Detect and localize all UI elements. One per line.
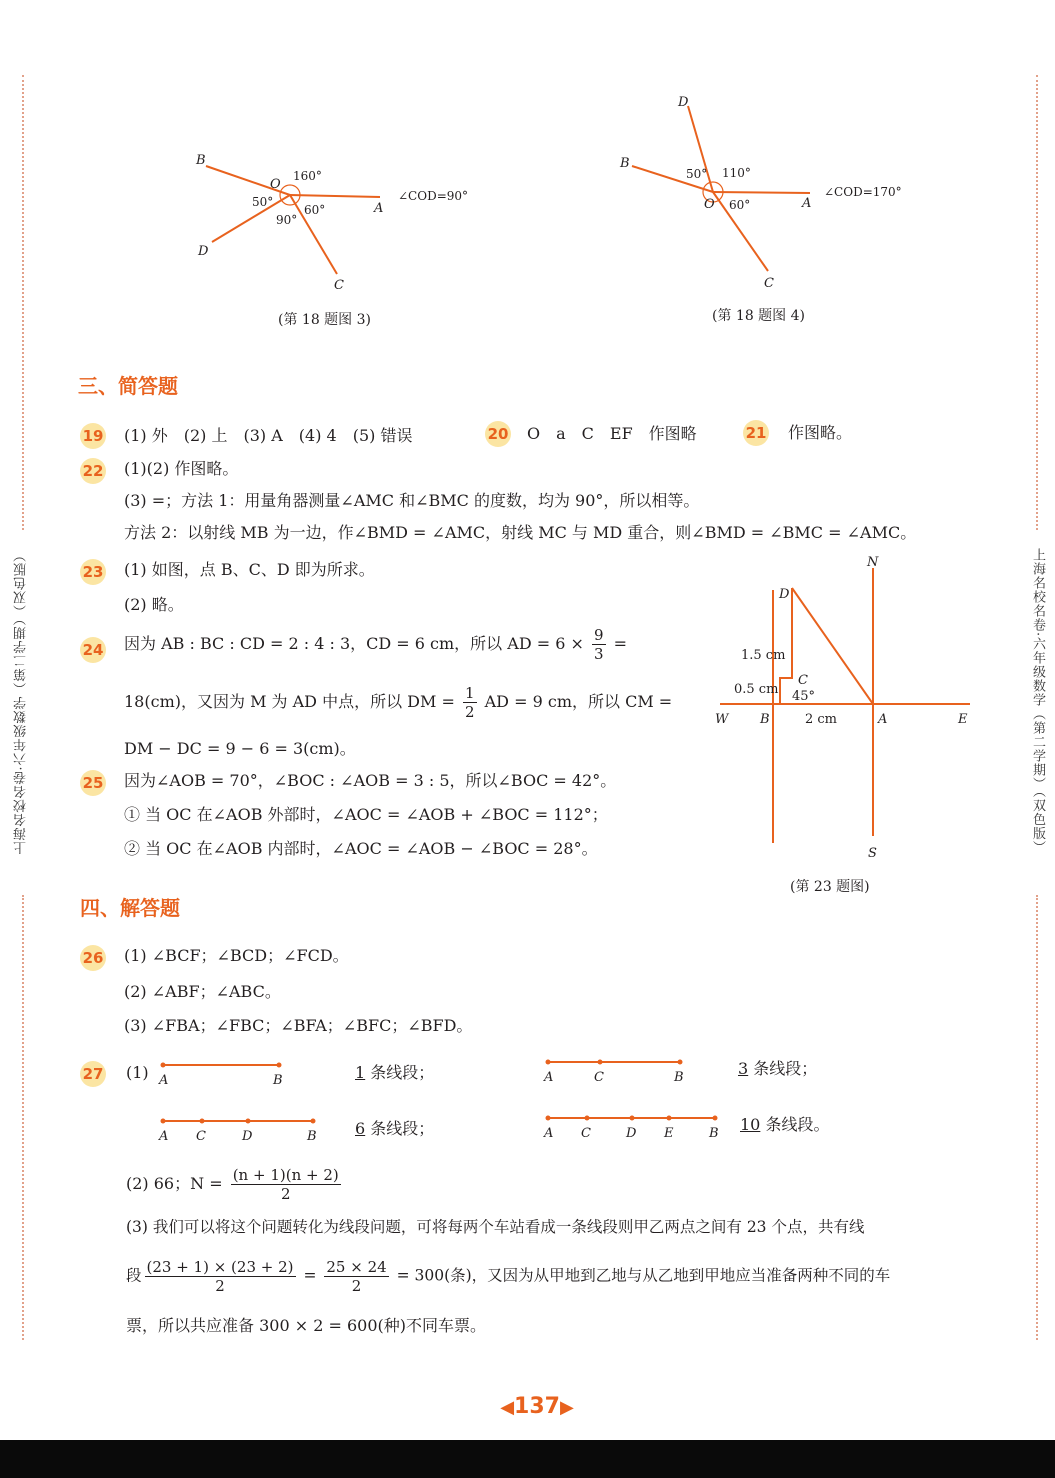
q27-p2-frac-top: (n + 1)(n + 2) bbox=[232, 1166, 339, 1184]
figure-18-4 bbox=[610, 88, 930, 298]
pt-b bbox=[678, 1060, 683, 1065]
caption-18-4: (第 18 题图 4) bbox=[712, 308, 805, 324]
triangle-c bbox=[780, 588, 873, 704]
pt-a bbox=[161, 1119, 166, 1124]
q25-line2: ① 当 OC 在∠AOB 外部时，∠AOC = ∠AOB + ∠BOC = 112°； bbox=[124, 805, 608, 824]
q27-seg3-result bbox=[355, 1118, 434, 1140]
label-o: O bbox=[270, 177, 281, 192]
q27-p4-frac2 bbox=[324, 1258, 388, 1295]
pt-d bbox=[246, 1119, 251, 1124]
label-c: C bbox=[764, 276, 774, 291]
pt-c bbox=[598, 1060, 603, 1065]
pt-a bbox=[546, 1116, 551, 1121]
q23-badge: 23 bbox=[80, 559, 106, 585]
q27-p4-eq: = bbox=[303, 1266, 317, 1285]
pt-c bbox=[200, 1119, 205, 1124]
caption-23: (第 23 题图) bbox=[790, 879, 870, 895]
q27-p4-frac1 bbox=[145, 1258, 296, 1295]
note-cod: ∠COD=90° bbox=[398, 189, 469, 203]
q24-line1b: = bbox=[613, 634, 628, 653]
segment-diagram-4 bbox=[540, 1108, 730, 1143]
q27-seg2-count: 3 bbox=[738, 1059, 749, 1078]
label-c: C bbox=[798, 673, 808, 688]
lbl-b: B bbox=[674, 1070, 684, 1085]
q27-p4 bbox=[126, 1258, 890, 1295]
ray-oa bbox=[713, 192, 810, 193]
pt-a bbox=[161, 1063, 166, 1068]
q27-p4-frac2-bot: 2 bbox=[351, 1277, 362, 1295]
q27-p5: 票，所以共应准备 300 × 2 = 600(种)不同车票。 bbox=[126, 1316, 486, 1335]
label-d: D bbox=[198, 244, 209, 259]
segment-diagram-1 bbox=[155, 1055, 295, 1090]
page-number-text: 137 bbox=[514, 1394, 560, 1419]
q24-frac2-bot: 2 bbox=[464, 703, 475, 721]
lbl-b: B bbox=[709, 1126, 719, 1141]
q25-line3: ② 当 OC 在∠AOB 内部时，∠AOC = ∠AOB − ∠BOC = 28°。 bbox=[124, 839, 598, 858]
lbl-a: A bbox=[159, 1129, 169, 1144]
page-left-arrow-icon: ◀ bbox=[500, 1397, 515, 1418]
label-w: W bbox=[715, 712, 729, 727]
label-c: C bbox=[334, 278, 344, 293]
q24-frac1 bbox=[592, 626, 606, 663]
q20-text: O a C EF 作图略 bbox=[527, 424, 697, 443]
lbl-c: C bbox=[594, 1070, 604, 1085]
q27-p2-frac-bot: 2 bbox=[280, 1185, 291, 1203]
q24-line1 bbox=[124, 626, 627, 663]
q21-text: 作图略。 bbox=[788, 423, 853, 442]
q27-seg2-suffix: 条线段； bbox=[753, 1059, 818, 1078]
q22-line1: (1)(2) 作图略。 bbox=[124, 459, 239, 478]
pt-b bbox=[713, 1116, 718, 1121]
q27-seg3-suffix: 条线段； bbox=[370, 1119, 435, 1138]
q23-line1: (1) 如图，点 B、C、D 即为所求。 bbox=[124, 560, 375, 579]
q24-line2 bbox=[124, 684, 672, 721]
label-d: D bbox=[779, 587, 790, 602]
label-s: S bbox=[868, 846, 877, 861]
q27-p4-frac2-top: 25 × 24 bbox=[326, 1258, 387, 1276]
angle-160: 160° bbox=[293, 169, 322, 183]
figure-23 bbox=[700, 548, 990, 868]
segment-diagram-2 bbox=[540, 1052, 690, 1087]
ray-oa bbox=[290, 195, 380, 197]
label-b: B bbox=[760, 712, 770, 727]
label-a: A bbox=[878, 712, 888, 727]
segment-diagram-3 bbox=[155, 1111, 325, 1146]
angle-90: 90° bbox=[276, 213, 298, 227]
q22-line2: (3) =；方法 1：用量角器测量∠AMC 和∠BMC 的度数，均为 90°，所以相等。 bbox=[124, 491, 700, 510]
q27-p2 bbox=[126, 1166, 344, 1203]
angle-110: 110° bbox=[722, 166, 751, 180]
label-b: B bbox=[620, 156, 630, 171]
q19-text: (1) 外 (2) 上 (3) A (4) 4 (5) 错误 bbox=[124, 426, 413, 445]
q27-p4-frac1-top: (23 + 1) × (23 + 2) bbox=[146, 1258, 294, 1276]
label-e: E bbox=[958, 712, 968, 727]
q24-line2b: AD = 9 cm，所以 CM = bbox=[484, 692, 673, 711]
label-a: A bbox=[802, 196, 812, 211]
q25-line1: 因为∠AOB = 70°，∠BOC : ∠AOB = 3 : 5，所以∠BOC = 42°。 bbox=[124, 771, 617, 790]
figure-18-3 bbox=[180, 140, 500, 300]
lbl-c: C bbox=[196, 1129, 206, 1144]
angle-60: 60° bbox=[304, 203, 326, 217]
left-side-title: 上海名校名卷·六年级数学（第二学期）（双色版） bbox=[14, 548, 29, 855]
q27-p2-frac bbox=[231, 1166, 341, 1203]
q27-seg1-count: 1 bbox=[355, 1063, 366, 1082]
page-number bbox=[495, 1394, 579, 1419]
bottom-dark-bar bbox=[0, 1440, 1055, 1478]
q26-badge: 26 bbox=[80, 945, 106, 971]
q27-seg3-count: 6 bbox=[355, 1119, 366, 1138]
q24-line3: DM − DC = 9 − 6 = 3(cm)。 bbox=[124, 739, 356, 758]
angle-45: 45° bbox=[792, 689, 816, 704]
len-1-5: 1.5 cm bbox=[741, 648, 786, 663]
q27-p4b: = 300(条)，又因为从甲地到乙地与从乙地到甲地应当准备两种不同的车 bbox=[396, 1266, 891, 1285]
q27-seg2-result bbox=[738, 1058, 817, 1080]
note-cod: ∠COD=170° bbox=[824, 185, 902, 199]
q25-badge: 25 bbox=[80, 770, 106, 796]
lbl-d: D bbox=[242, 1129, 253, 1144]
q27-seg4-count: 10 bbox=[740, 1115, 761, 1134]
angle-50: 50° bbox=[252, 195, 274, 209]
pt-b bbox=[277, 1063, 282, 1068]
q27-p2a: (2) 66；N = bbox=[126, 1174, 223, 1193]
q22-line3: 方法 2：以射线 MB 为一边，作∠BMD = ∠AMC，射线 MC 与 MD 重合，则∠BMD = ∠BMC = ∠AMC。 bbox=[124, 523, 917, 542]
q27-seg1-result bbox=[355, 1062, 434, 1084]
q24-badge: 24 bbox=[80, 637, 106, 663]
pt-d bbox=[630, 1116, 635, 1121]
angle-50: 50° bbox=[686, 167, 708, 181]
q24-frac1-top: 9 bbox=[594, 626, 604, 644]
caption-18-3: (第 18 题图 3) bbox=[278, 312, 371, 328]
q24-frac2 bbox=[463, 684, 477, 721]
label-n: N bbox=[867, 555, 879, 570]
pt-e bbox=[667, 1116, 672, 1121]
q27-badge: 27 bbox=[80, 1061, 106, 1087]
q27-p4a: 段 bbox=[126, 1266, 142, 1285]
right-dotted-border-top bbox=[1036, 75, 1038, 530]
lbl-b: B bbox=[273, 1073, 283, 1088]
len-2: 2 cm bbox=[805, 712, 838, 727]
q26-line1: (1) ∠BCF；∠BCD；∠FCD。 bbox=[124, 946, 349, 965]
section-4-title: 四、解答题 bbox=[80, 896, 180, 920]
lbl-c: C bbox=[581, 1126, 591, 1141]
q27-p4-frac1-bot: 2 bbox=[215, 1277, 225, 1295]
label-d: D bbox=[678, 95, 689, 110]
q24-frac1-bot: 3 bbox=[594, 645, 604, 663]
q22-badge: 22 bbox=[80, 458, 106, 484]
q24-line1a: 因为 AB : BC : CD = 2 : 4 : 3，CD = 6 cm，所以 AD = 6 × bbox=[124, 634, 584, 653]
angle-60: 60° bbox=[729, 198, 751, 212]
q23-line2: (2) 略。 bbox=[124, 595, 184, 614]
q24-line2a: 18(cm)，又因为 M 为 AD 中点，所以 DM = bbox=[124, 692, 455, 711]
pt-a bbox=[546, 1060, 551, 1065]
pt-c bbox=[585, 1116, 590, 1121]
lbl-a: A bbox=[159, 1073, 169, 1088]
q27-seg1-suffix: 条线段； bbox=[370, 1063, 435, 1082]
q19-badge: 19 bbox=[80, 423, 106, 449]
left-dotted-border-top bbox=[22, 75, 24, 530]
q24-frac2-top: 1 bbox=[464, 684, 475, 702]
right-dotted-border-bottom bbox=[1036, 895, 1038, 1340]
q27-seg4-result bbox=[740, 1114, 829, 1136]
q20-badge: 20 bbox=[485, 421, 511, 447]
lbl-d: D bbox=[626, 1126, 637, 1141]
q26-line3: (3) ∠FBA；∠FBC；∠BFA；∠BFC；∠BFD。 bbox=[124, 1016, 473, 1035]
label-a: A bbox=[374, 201, 384, 216]
page-right-arrow-icon: ▶ bbox=[559, 1397, 574, 1418]
left-dotted-border-bottom bbox=[22, 895, 24, 1340]
q27-seg4-suffix: 条线段。 bbox=[765, 1115, 830, 1134]
q26-line2: (2) ∠ABF；∠ABC。 bbox=[124, 982, 281, 1001]
q27-p3: (3) 我们可以将这个问题转化为线段问题，可将每两个车站看成一条线段则甲乙两点之间有 23 个点，共有线 bbox=[126, 1218, 865, 1236]
label-o: O bbox=[704, 197, 715, 212]
pt-b bbox=[311, 1119, 316, 1124]
lbl-b: B bbox=[307, 1129, 317, 1144]
right-side-title: 上海名校名卷·六年级数学（第二学期）（双色版） bbox=[1030, 548, 1045, 855]
lbl-a: A bbox=[544, 1070, 554, 1085]
label-b: B bbox=[196, 153, 206, 168]
len-0-5: 0.5 cm bbox=[734, 682, 779, 697]
section-3-title: 三、简答题 bbox=[78, 374, 178, 398]
q21-badge: 21 bbox=[743, 420, 769, 446]
lbl-e: E bbox=[664, 1126, 674, 1141]
q27-p1: (1) bbox=[126, 1063, 149, 1082]
lbl-a: A bbox=[544, 1126, 554, 1141]
